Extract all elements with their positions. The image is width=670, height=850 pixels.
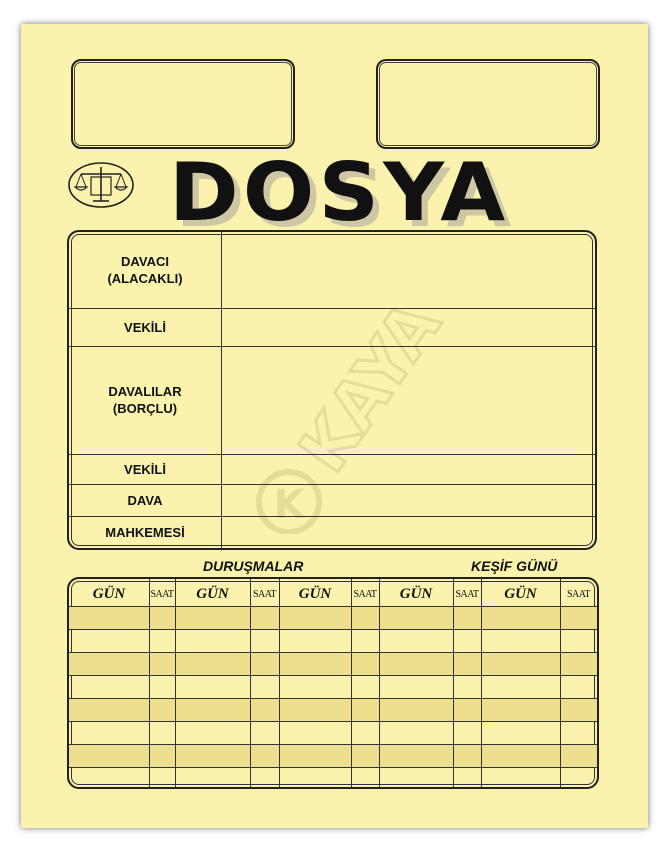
file-folder-cover bbox=[21, 24, 648, 828]
discovery-date-heading: KEŞİF GÜNÜ bbox=[471, 558, 558, 574]
case-field[interactable] bbox=[222, 485, 595, 516]
plaintiff-field[interactable] bbox=[222, 232, 595, 308]
column-header-time: SAAT bbox=[353, 588, 377, 600]
plaintiff-attorney-label: VEKİLİ bbox=[124, 319, 166, 335]
defendant-attorney-field[interactable] bbox=[222, 455, 595, 484]
column-header-time: SAAT bbox=[566, 588, 590, 600]
column-header-day: GÜN bbox=[399, 585, 433, 602]
column-header-time: SAAT bbox=[252, 588, 276, 600]
label-box-right[interactable] bbox=[376, 59, 600, 149]
hearings-table bbox=[67, 577, 599, 789]
column-header-day: GÜN bbox=[504, 585, 537, 602]
defendant-attorney-label: VEKİLİ bbox=[124, 461, 166, 477]
scales-of-justice-icon bbox=[67, 161, 135, 209]
case-label: DAVA bbox=[127, 492, 163, 508]
watermark-badge: K bbox=[273, 482, 305, 528]
plaintiff-label: DAVACI (ALACAKLI) bbox=[107, 254, 183, 286]
column-header-day: GÜN bbox=[196, 585, 229, 602]
defendants-label: DAVALILAR (BORÇLU) bbox=[108, 384, 182, 416]
case-info-table bbox=[67, 230, 597, 550]
column-header-time: SAAT bbox=[150, 588, 174, 600]
plaintiff-attorney-field[interactable] bbox=[222, 309, 595, 346]
court-label: MAHKEMESİ bbox=[105, 524, 185, 540]
label-box-left[interactable] bbox=[71, 59, 295, 149]
watermark-text: KAYA bbox=[284, 287, 456, 487]
column-header-day: GÜN bbox=[92, 585, 126, 602]
column-header-time: SAAT bbox=[455, 588, 479, 600]
column-header-day: GÜN bbox=[298, 585, 332, 602]
hearings-heading: DURUŞMALAR bbox=[203, 558, 304, 574]
court-field[interactable] bbox=[222, 517, 595, 548]
page-title: DOSYA bbox=[169, 146, 510, 239]
defendants-field[interactable] bbox=[222, 347, 595, 454]
